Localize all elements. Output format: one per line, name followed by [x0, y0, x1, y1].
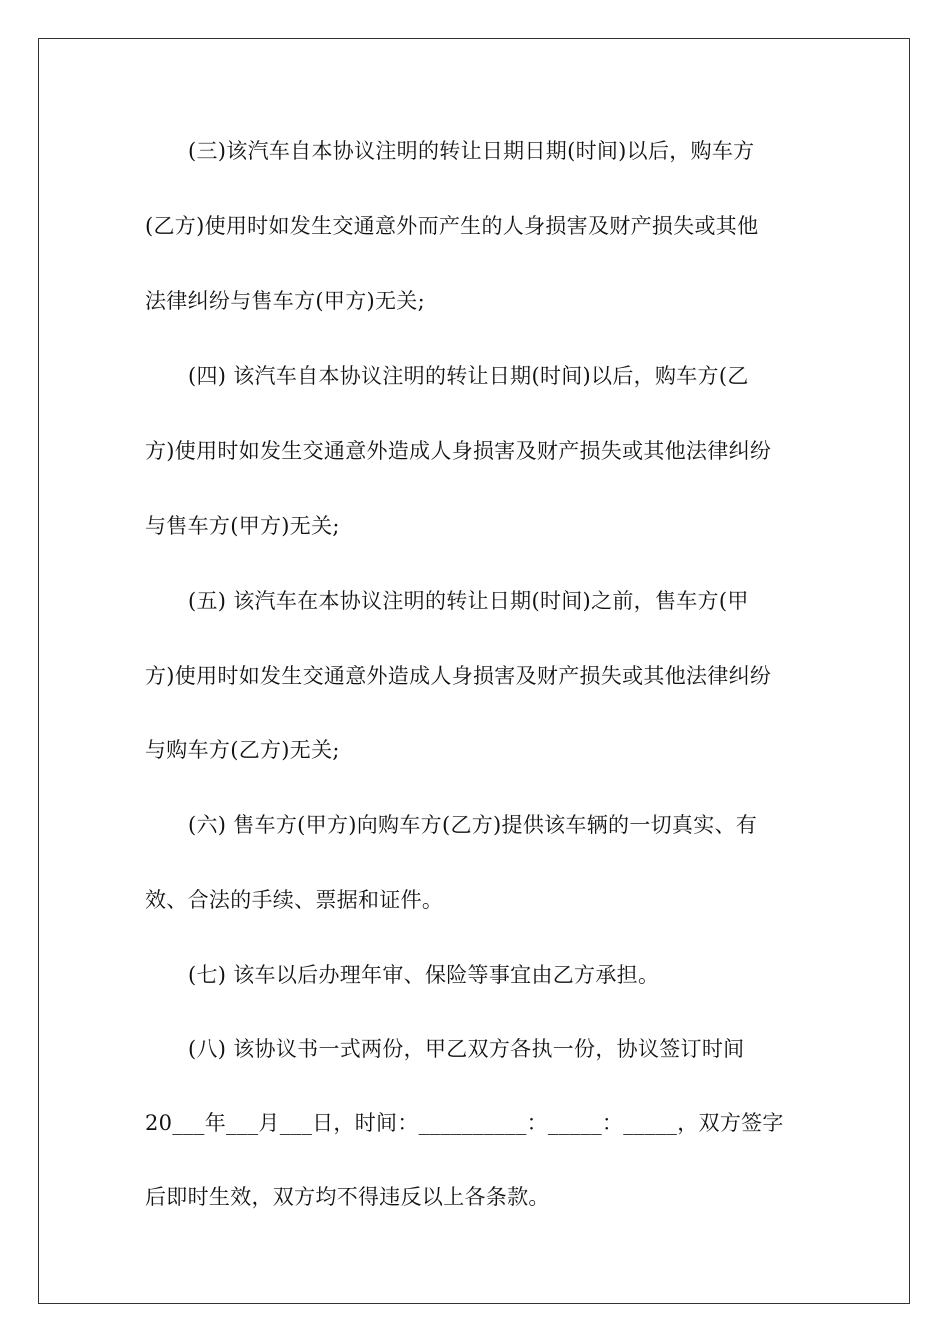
clause-5-line-1: (五) 该汽车在本协议注明的转让日期(时间)之前，售车方(甲 — [188, 589, 749, 613]
clause-4-line-1: (四) 该汽车自本协议注明的转让日期(时间)以后，购车方(乙 — [188, 364, 749, 388]
clause-6-line-2: 效、合法的手续、票据和证件。 — [145, 888, 444, 912]
clause-3-line-1: (三)该汽车自本协议注明的转让日期日期(时间)以后，购车方 — [188, 139, 755, 163]
clause-8-line-1: (八) 该协议书一式两份，甲乙双方各执一份，协议签订时间 — [188, 1037, 745, 1061]
clause-3-line-2: (乙方)使用时如发生交通意外而产生的人身损害及财产损失或其他 — [145, 214, 759, 238]
clause-7-line-1: (七) 该车以后办理年审、保险等事宜由乙方承担。 — [188, 963, 660, 987]
clause-6-line-1: (六) 售车方(甲方)向购车方(乙方)提供该车辆的一切真实、有 — [188, 813, 758, 837]
clause-3-line-3: 法律纠纷与售车方(甲方)无关; — [145, 289, 425, 313]
clause-5-line-3: 与购车方(乙方)无关; — [145, 738, 340, 762]
clause-8-line-2: 20___年___月___日，时间：__________：_____：_____，双方签字 — [145, 1111, 784, 1135]
clause-8-line-3: 后即时生效，双方均不得违反以上各条款。 — [145, 1185, 550, 1209]
clause-4-line-3: 与售车方(甲方)无关; — [145, 514, 340, 538]
clause-5-line-2: 方)使用时如发生交通意外造成人身损害及财产损失或其他法律纠纷 — [145, 664, 772, 688]
clause-4-line-2: 方)使用时如发生交通意外造成人身损害及财产损失或其他法律纠纷 — [145, 439, 772, 463]
